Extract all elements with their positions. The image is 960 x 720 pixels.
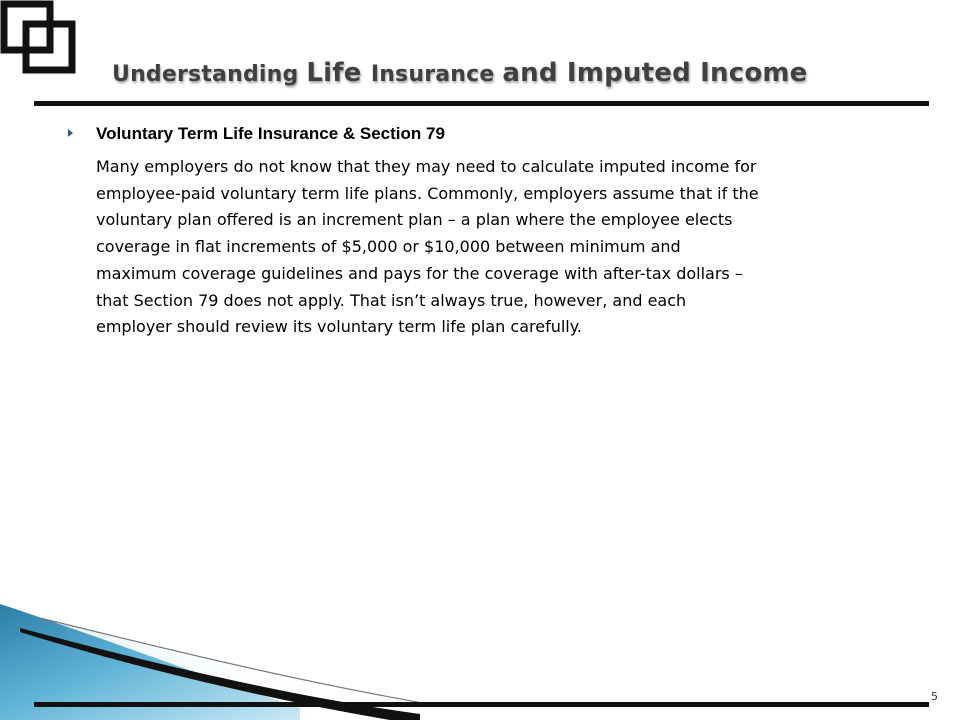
bullet-heading: Voluntary Term Life Insurance & Section 79 <box>96 124 445 143</box>
title-part: Insurance <box>370 62 503 87</box>
slide-title <box>112 51 932 98</box>
paragraph-line: coverage in flat increments of $5,000 or $10,000 between minimum and <box>96 237 681 257</box>
triangle-bullet-icon <box>68 129 73 137</box>
paragraph-line: Many employers do not know that they may need to calculate imputed income for <box>96 157 757 176</box>
title-part: Understanding <box>112 62 307 87</box>
bullet-body-paragraph <box>96 154 896 341</box>
title-part: Life <box>306 58 371 88</box>
title-underline-rule <box>34 101 929 106</box>
footer-rule <box>34 702 929 707</box>
overlapping-squares-logo-icon <box>0 0 80 76</box>
paragraph-line: employer should review its voluntary term life plan carefully. <box>96 317 583 337</box>
page-number: 5 <box>931 690 938 703</box>
paragraph-line: voluntary plan offered is an increment plan – a plan where the employee elects <box>96 210 733 230</box>
paragraph-line: that Section 79 does not apply. That isn’t always true, however, and each <box>96 290 687 310</box>
paragraph-line: maximum coverage guidelines and pays for the coverage with after-tax dollars – <box>96 263 743 283</box>
footer-decoration <box>0 590 960 720</box>
title-part: and Imputed Income <box>502 58 808 88</box>
paragraph-line: employee-paid voluntary term life plans. Commonly, employers assume that if the <box>96 183 759 203</box>
